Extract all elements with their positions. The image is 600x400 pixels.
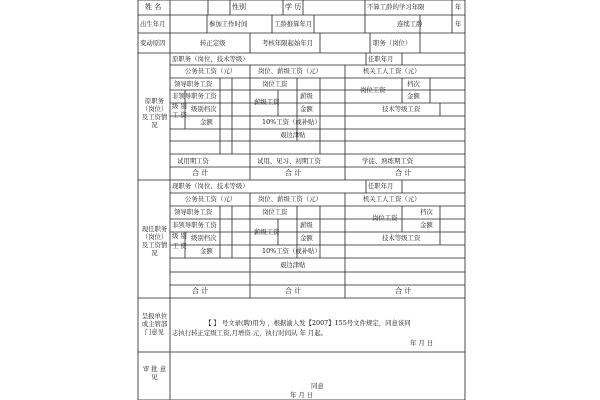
orig-post-tech: 岗位、薪级工资（元） [258, 67, 322, 75]
label-year-1: 年 [455, 3, 462, 11]
cur-rank: 档次 [420, 208, 433, 216]
cur-post: 岗位工资 [262, 208, 288, 216]
label-tenure-deduct: 不算工龄的学习年限 [367, 3, 425, 11]
orig-leader: 领导职务工资 [174, 80, 213, 88]
orig-civil: 公务员工资（元） [185, 67, 237, 75]
orig-rank: 档次 [407, 80, 420, 88]
orig-total-1: 合 计 [192, 169, 209, 177]
label-seniority-calc: 工龄推算年月 [274, 20, 313, 28]
cur-worker: 机关工人工资（元） [363, 195, 421, 203]
orig-apprentice: 学徒、熟练期工资 [362, 157, 414, 165]
label-position: 职务（岗位） [373, 39, 412, 47]
orig-trial: 试用期工资 [177, 157, 209, 165]
original-position-side-label: 原职务（岗位）及工资情况 [141, 97, 168, 129]
submit-line-2: 志执行转正定级工资,月增资 元，执行时间从 年 月起。 [172, 329, 328, 337]
orig-pct10: 10%工资（或补贴） [262, 118, 321, 126]
label-join-work: 参加工作时间 [209, 20, 248, 28]
cur-civil: 公务员工资（元） [185, 195, 237, 203]
cur-grade-sub: 薪级 [300, 221, 313, 229]
label-regularize: 转正定级 [200, 39, 226, 47]
label-year-2: 年 [455, 20, 462, 28]
submit-line-1: 【 】 号文录(聘)用为 ，根据渝人发【2007】155号文件规定，同意该同 [205, 319, 411, 327]
cur-level-rank: 级别档次 [191, 234, 217, 242]
orig-total-3: 合 计 [395, 169, 412, 177]
cur-nonleader: 非领导职务工资 [172, 221, 217, 229]
orig-border: 艰边津贴 [280, 131, 306, 139]
orig-appt: 任职年月 [368, 55, 394, 63]
cur-border: 艰边津贴 [280, 261, 306, 269]
cur-total-3: 合 计 [395, 287, 412, 295]
orig-level-rank: 级别档次 [191, 105, 217, 113]
cur-level-b: 工 资 [172, 242, 187, 250]
label-change-reason: 变动原因 [140, 39, 166, 47]
cur-amount: 金额 [420, 221, 433, 229]
cur-tech-grade: 技术等级工资 [382, 234, 421, 242]
orig-amount2: 金额 [300, 105, 313, 113]
label-assess-start: 考核年限起始年月 [262, 39, 314, 47]
orig-level-a: 级 别 [172, 102, 187, 110]
orig-nonleader: 非领导职务工资 [172, 92, 217, 100]
submit-date: 年 月 日 [410, 339, 434, 347]
label-birth: 出生年月 [140, 20, 166, 28]
orig-post2: 岗位工资 [360, 86, 386, 94]
cur-role: 现职务（岗位、技术等级） [172, 182, 249, 190]
cur-pct10: 10%工资（或补贴） [262, 247, 321, 255]
orig-grade: 薪级 [300, 92, 313, 100]
approval-agree: 同意 [311, 382, 324, 390]
orig-level-b: 工 资 [172, 111, 187, 119]
orig-tech-grade: 技术等级工资 [382, 105, 421, 113]
cur-amount3: 金额 [200, 247, 213, 255]
current-position-side-label: 现任职务（岗位）及工资情况 [141, 225, 168, 257]
cur-post-tech: 岗位、薪级工资（元） [258, 195, 322, 203]
orig-amount: 金额 [407, 92, 420, 100]
orig-role: 原职务（岗位、技术等级） [172, 55, 249, 63]
cur-level-a: 级 别 [172, 232, 187, 240]
submit-unit-label: 呈报单位或主管部门意见 [141, 312, 168, 336]
cur-grade: 薪级工资 [254, 228, 280, 236]
approval-label: 审 批 意 见 [142, 365, 167, 381]
approval-date: 年 月 日 [290, 391, 314, 399]
cur-total-2: 合 计 [285, 287, 302, 295]
orig-worker: 机关工人工资（元） [363, 67, 421, 75]
cur-leader: 领导职务工资 [174, 208, 213, 216]
cur-post2: 岗位工资 [372, 214, 398, 222]
label-gender: 性别 [232, 3, 246, 11]
orig-total-2: 合 计 [285, 169, 302, 177]
orig-intern: 试用、见习、初期工资 [257, 157, 321, 165]
orig-post: 岗位工资 [262, 80, 288, 88]
cur-total-1: 合 计 [192, 287, 209, 295]
orig-grade-pay: 薪级工资 [254, 98, 280, 106]
cur-amount2: 金额 [300, 234, 313, 242]
cur-appt: 任职年月 [368, 182, 394, 190]
orig-amount3: 金额 [200, 118, 213, 126]
label-continuous: 连续工龄 [397, 20, 423, 28]
label-education: 学 历 [285, 3, 302, 11]
label-name: 姓 名 [145, 3, 162, 11]
